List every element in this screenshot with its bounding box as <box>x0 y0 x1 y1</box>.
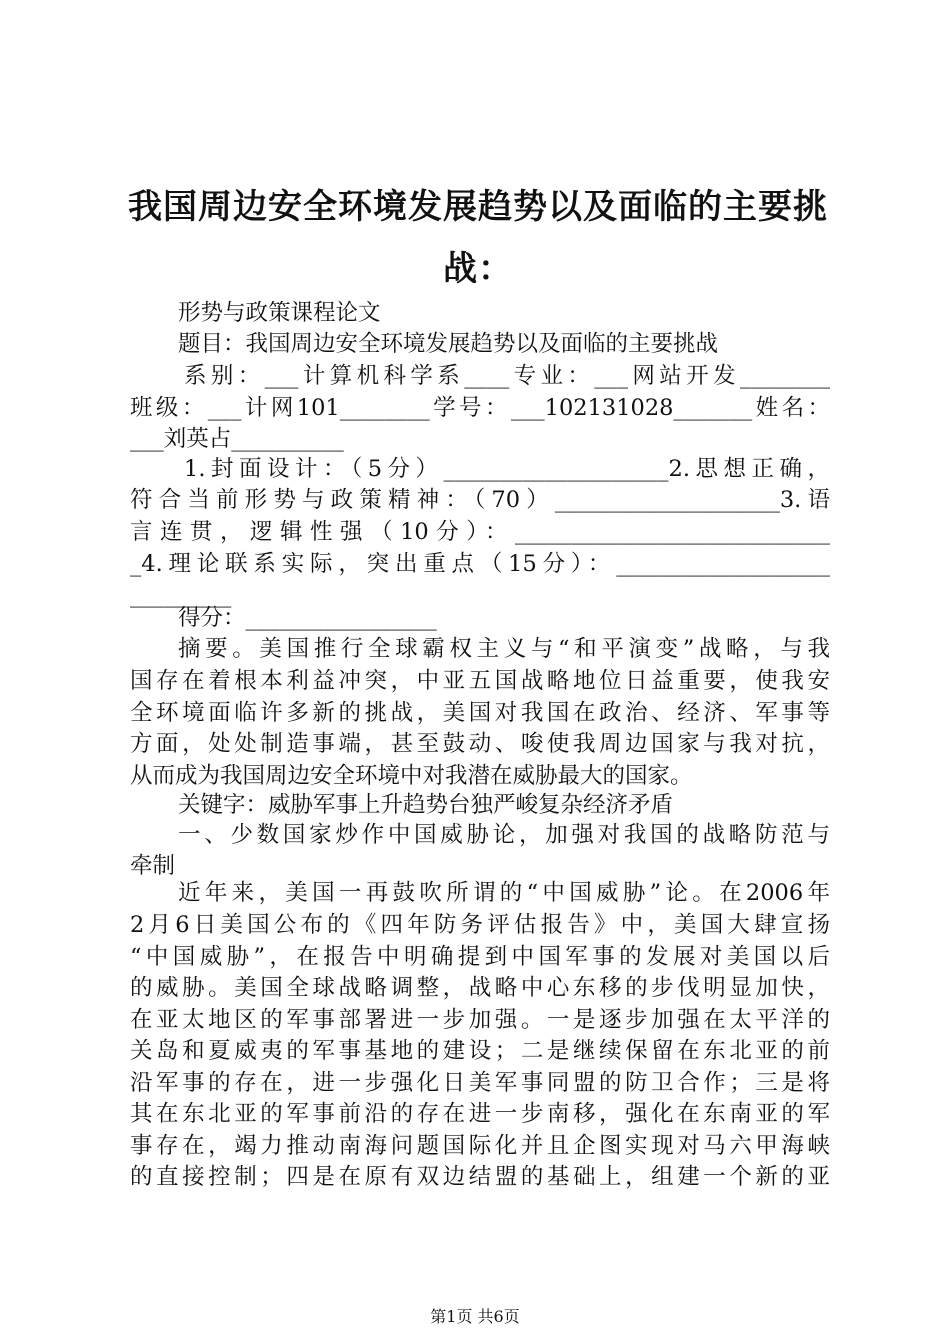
grading-criteria-line-3: 言连贯，逻辑性强（10分）：____________________________ <box>130 519 830 545</box>
keywords-line: 关键字：威胁军事上升趋势台独严峻复杂经济矛盾 <box>178 792 674 818</box>
abstract-line-3: 全环境面临许多新的挑战，美国对我国在政治、经济、军事等 <box>130 700 830 726</box>
body-line-3: “中国威胁”，在报告中明确提到中国军事的发展对美国以后 <box>130 944 830 970</box>
document-title-line-2: 战： <box>443 249 513 289</box>
abstract-line-5: 从而成为我国周边安全环境中对我潜在威胁最大的国家。 <box>130 763 693 789</box>
grading-criteria-line-4: _4.理论联系实际，突出重点（15分）：___________________ <box>130 551 830 577</box>
abstract-line-1: 摘要。美国推行全球霸权主义与“和平演变”战略，与我 <box>178 636 830 662</box>
body-line-2: 2月6日美国公布的《四年防务评估报告》中，美国大肆宣扬 <box>130 912 830 938</box>
grading-criteria-line-2: 符合当前形势与政策精神：（70）____________________3.语 <box>130 487 830 513</box>
course-paper-label: 形势与政策课程论文 <box>178 300 381 326</box>
student-name-line: ___刘英占__________ <box>130 426 344 452</box>
body-line-5: 在亚太地区的军事部署进一步加强。一是逐步加强在太平洋的 <box>130 1007 830 1033</box>
body-line-9: 事存在，竭力推动南海问题国际化并且企图实现对马六甲海峡 <box>130 1133 830 1159</box>
body-line-8: 其在东北亚的军事前沿的存在进一步南移，强化在东南亚的军 <box>130 1101 830 1127</box>
body-line-4: 的威胁。美国全球战略调整，战略中心东移的步伐明显加快， <box>130 975 830 1001</box>
page-number-footer: 第1页 共6页 <box>430 1307 520 1326</box>
class-id-name-line: 班级：___计网101________学号：___102131028_______姓名： <box>130 395 830 421</box>
grading-criteria-line-1: 1.封面设计：（5分）____________________2.思想正确， <box>184 456 830 482</box>
document-title-line-1: 我国周边安全环境发展趋势以及面临的主要挑 <box>128 187 828 227</box>
section-heading-line-1: 一、少数国家炒作中国威胁论，加强对我国的战略防范与 <box>178 822 830 848</box>
body-line-10: 的直接控制；四是在原有双边结盟的基础上，组建一个新的亚 <box>130 1164 830 1190</box>
department-major-line: 系别：___计算机科学系____专业：___网站开发________ <box>184 363 830 389</box>
abstract-line-4: 方面，处处制造事端，甚至鼓动、唆使我周边国家与我对抗， <box>130 731 830 757</box>
body-line-1: 近年来，美国一再鼓吹所谓的“中国威胁”论。在2006年 <box>178 880 830 906</box>
abstract-line-2: 国存在着根本利益冲突，中亚五国战略地位日益重要，使我安 <box>130 668 830 694</box>
section-heading-line-2: 牵制 <box>130 853 176 879</box>
score-line: 得分：_________________ <box>178 605 437 631</box>
body-line-7: 沿军事的存在，进一步强化日美军事同盟的防卫合作；三是将 <box>130 1070 830 1096</box>
body-line-6: 关岛和夏威夷的军事基地的建设；二是继续保留在东北亚的前 <box>130 1038 830 1064</box>
paper-topic-line: 题目：我国周边安全环境发展趋势以及面临的主要挑战 <box>178 331 719 357</box>
grading-criteria-line-5: _________ <box>130 582 232 608</box>
